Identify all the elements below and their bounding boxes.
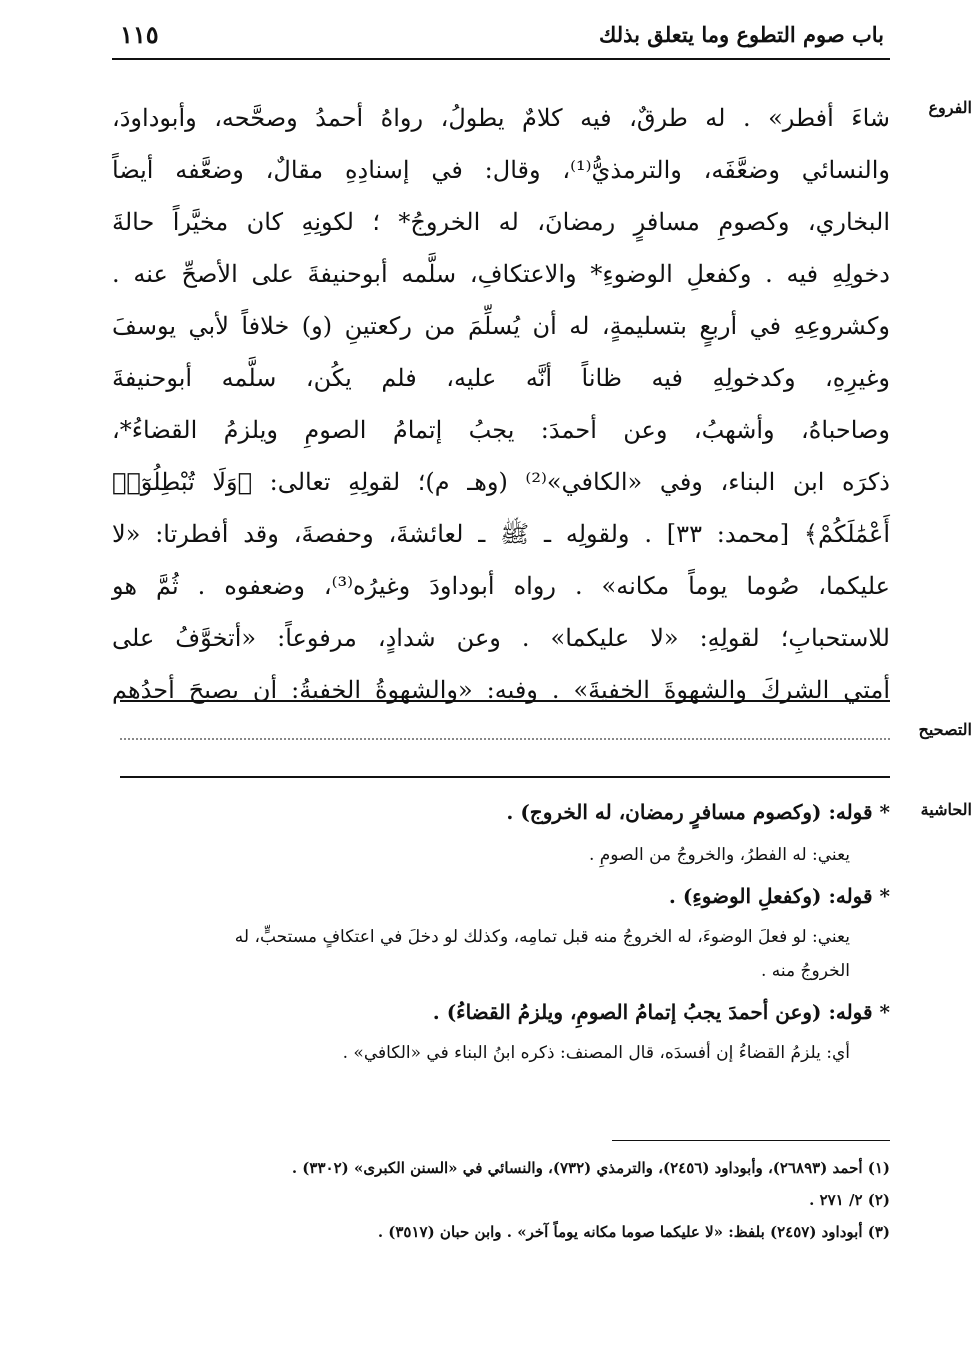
main-text (112, 92, 890, 716)
main-line: والنسائي وضعَّفَه، والترمذيُّ⁽¹⁾، وقال: في إسنادِهِ مقالٌ، وضعَّفه أيضاً (112, 156, 890, 184)
margin-label-tashih: التصحيح (918, 720, 972, 739)
note-body: أي: يلزمُ القضاءُ إن أفسدَه، قال المصنف: ذكره ابنُ البناء في «الكافي» . (342, 1043, 850, 1063)
main-text-divider (120, 700, 890, 702)
margin-label-furu: الفروع (928, 98, 972, 117)
margin-label-hashiya: الحاشية (920, 800, 972, 819)
main-line: للاستحبابِ؛ لقولِهِ: «لا عليكما» . وعن شدادٍ، مرفوعاً: «أتخوَّفُ على (112, 624, 890, 652)
note-head: * قوله: (وكصوم مسافرٍ رمضان، له الخروج) . (506, 800, 890, 824)
note-head: * قوله: (وكفعلِ الوضوءِ) . (668, 884, 890, 908)
main-line: البخاري، وكصومِ مسافرٍ رمضانَ، له الخروجُ* ؛ لكونِهِ كان مخيَّراً حالةَ (112, 208, 890, 236)
main-line: أَعْمَٰلَكُمْ﴾ [محمد: ٣٣] . ولقولِه ـ ﷺ ـ لعائشةَ، وحفصةَ، وقد أفطرتا: «لا (112, 520, 891, 548)
tashih-dotted-line (120, 738, 890, 740)
hashiya-divider (120, 776, 890, 778)
footnotes (112, 1152, 890, 1248)
note-body: يعني: لو فعلَ الوضوءَ، له الخروجُ منه قبل تمامِه، وكذلك لو دخلَ في اعتكافٍ مستحبٍّ، له (234, 927, 850, 947)
page-number: ١١٥ (120, 20, 159, 49)
note-head: * قوله: (وعن أحمدَ يجبُ إتمامُ الصومِ، ويلزمُ القضاءُ) . (432, 1000, 890, 1024)
main-line: وكشروعِهِ في أربعٍ بتسليمةٍ، له أن يُسلِّمَ من ركعتينِ (و) خلافاً لأبي يوسفَ (112, 312, 890, 340)
main-line: عليكما، صُوما يوماً مكانه» . رواه أبوداودَ وغيرُه⁽³⁾، وضعفوه . ثُمَّ هو (112, 572, 891, 600)
main-line: ذكرَه ابن البناء، وفي «الكافي»⁽²⁾ (وهـ م)؛ لقولِهِ تعالى: ﴿وَلَا تُبْطِلُوٓا۟ (112, 468, 890, 496)
note-body: الخروجُ منه . (760, 961, 850, 981)
main-line: دخولِهِ فيه . وكفعلِ الوضوءِ* والاعتكافِ، سلَّمه أبوحنيفةَ على الأصحِّ عنه . (112, 260, 890, 288)
hashiya-notes (120, 800, 890, 1070)
footnote: (١) أحمد (٢٦٨٩٣)، وأبوداود (٢٤٥٦)، والترمذي (٧٣٢)، والنسائي في «السنن الكبرى» (٣٣٠٢) . (291, 1159, 890, 1177)
running-head: باب صوم التطوع وما يتعلق بذلك (599, 22, 884, 47)
footnote: (٢) ٢/ ٢٧١ . (809, 1191, 890, 1209)
main-line: أمتي الشركَ والشهوةَ الخفيةَ» . وفيه: «والشهوةُ الخفيةُ: أن يصبحَ أحدُهم (112, 676, 890, 704)
footnote: (٣) أبوداود (٢٤٥٧) بلفظ: «لا عليكما صوما مكانه يوماً آخر» . وابن حبان (٣٥١٧) . (377, 1223, 890, 1241)
page-header (112, 18, 890, 60)
main-line: وصاحباهُ، وأشهبُ، وعن أحمدَ: يجبُ إتمامُ الصومِ ويلزمُ القضاءُ*، (112, 416, 890, 444)
note-body: يعني: له الفطرُ، والخروجُ من الصومِ . (588, 845, 850, 865)
footnote-rule (612, 1140, 890, 1141)
main-line: شاءَ أفطر» . له طرقٌ، فيه كلامٌ يطولُ، رواهُ أحمدُ وصحَّحه، وأبوداودَ، (112, 104, 890, 132)
main-line: وغيرِهِ، وكدخولِهِ فيه ظاناً أنَّه عليه، فلم يكُن، سلَّمه أبوحنيفةَ (112, 364, 890, 392)
